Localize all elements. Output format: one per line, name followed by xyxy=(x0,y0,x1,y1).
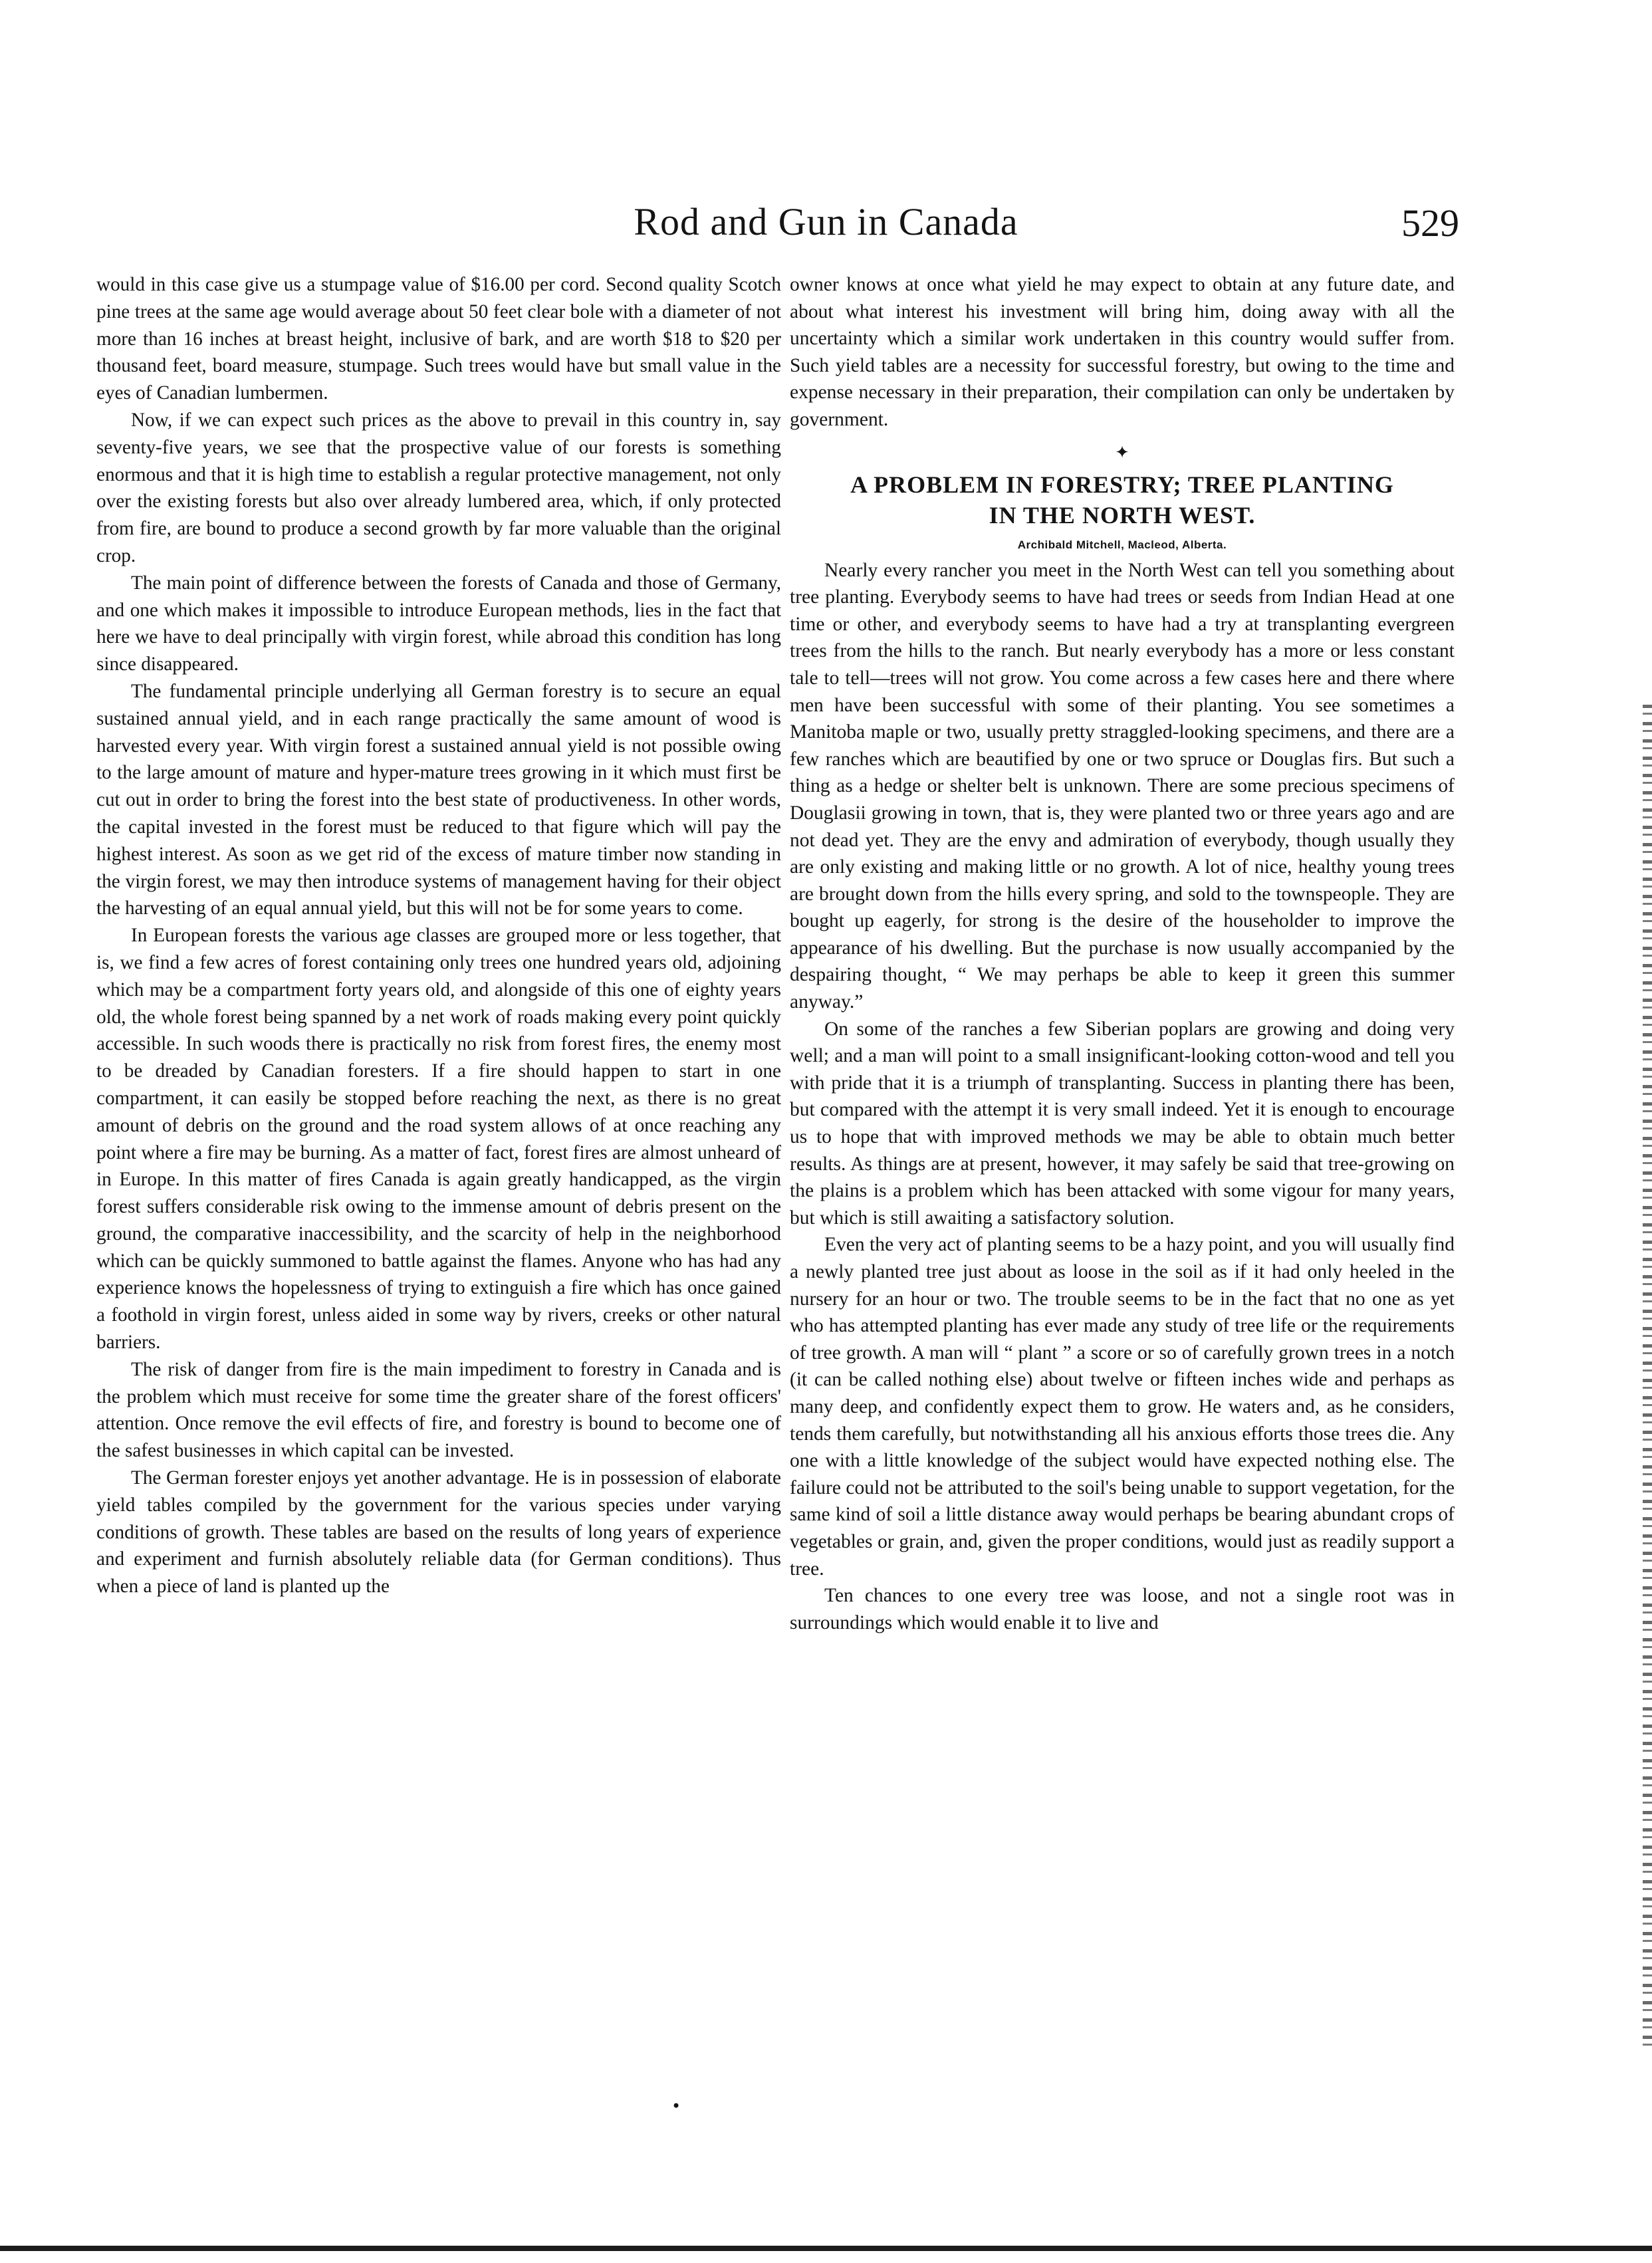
article-title-line: A PROBLEM IN FORESTRY; TREE PLANTING xyxy=(850,471,1394,498)
paragraph: On some of the ranches a few Siberian poplars are growing and doing very well; and a man will point to a small insignificant-looking cotton-wood and tell you with pride that it is a triumph of transplanting. Success in planting there has been, but compared with the attempt it is very small indeed. Yet it is enough to encourage us to hope that with improved methods we may be able to obtain much better results. As things are at present, however, it may safely be said that tree-growing on the plains is a problem which has been attacked with some vigour for many years, but which is still awaiting a satisfactory solution. xyxy=(790,1018,1455,1229)
paragraph-continuation: owner knows at once what yield he may expect to obtain at any future date, and about what interest his investment will bring him, doing away with all the uncertainty which a similar work undertaken in this country would suffer from. Such yield tables are a necessity for successful forestry, but owing to the time and expense necessary in their preparation, their compilation can only be undertaken by government. xyxy=(790,274,1455,430)
paragraph: Ten chances to one every tree was loose, and not a single root was in surroundings which would enable it to live and xyxy=(790,1585,1455,1633)
article-byline: Archibald Mitchell, Macleod, Alberta. xyxy=(1017,538,1227,551)
article-title-line: IN THE NORTH WEST. xyxy=(989,501,1256,529)
paragraph: Even the very act of planting seems to be a hazy point, and you will usually find a newly planted tree just about as loose in the soil as if it had only heeled in the nursery for an hour or two. The trouble seems to be in the fact that no one as yet who has attempted planting has ever made any study of tree life or the requirements of tree growth. A man will “ plant ” a score or so of carefully grown trees in a notch (it can be called nothing else) about twelve or fifteen inches wide and perhaps as many deep, and confidently expect them to grow. He waters and, as he considers, tends them carefully, but notwithstanding all his anxious efforts those trees die. Any one with a little knowledge of the subject would have expected nothing else. The failure could not be attributed to the soil's being unable to support vegetation, for the same kind of soil a little distance away would perhaps be bearing abundant crops of vegetables or grain, and, given the proper conditions, would just as readily support a tree. xyxy=(790,1234,1455,1580)
scan-edge-artifact xyxy=(1643,705,1652,2048)
section-ornament-icon: ✦ xyxy=(1115,442,1129,463)
paragraph: The German forester enjoys yet another advantage. He is in possession of elaborate yield tables compiled by the government for the various species under varying conditions of growth. These tables are based on the results of long years of experience and experiment and furnish absolutely reliable data (for German conditions). Thus when a piece of land is planted up the xyxy=(96,1467,781,1598)
paragraph: The fundamental principle underlying all German forestry is to secure an equal sustained annual yield, and in each range practically the same amount of wood is harvested every year. With virgin forest a sustained annual yield is not possible owing to the large amount of mature and hyper-mature trees growing in it which must first be cut out in order to bring the forest into the best state of productiveness. In other words, the capital invested in the forest must be reduced to that figure which will pay the highest interest. As soon as we get rid of the excess of mature timber now standing in the virgin forest, we may then introduce systems of management having for their object the harvesting of an equal annual yield, but this will not be for some years to come. xyxy=(96,680,781,919)
left-column xyxy=(96,271,781,1600)
paragraph: The risk of danger from fire is the main impediment to forestry in Canada and is the problem which must receive for some time the greater share of the forest officers' attention. Once remove the evil effects of fire, and forestry is bound to become one of the safest businesses in which capital can be invested. xyxy=(96,1358,781,1462)
paragraph: Now, if we can expect such prices as the above to prevail in this country in, say seventy-five years, we see that the prospective value of our forests is something enormous and that it is high time to establish a regular protective management, not only over the existing forests but also over already lumbered area, which, if only protected from fire, are bound to produce a second growth by far more valuable than the original crop. xyxy=(96,409,781,566)
paragraph: The main point of difference between the forests of Canada and those of Germany, and one which makes it impossible to introduce European methods, lies in the fact that here we have to deal principally with virgin forest, while abroad this condition has long since disappeared. xyxy=(96,572,781,675)
paragraph: Nearly every rancher you meet in the North West can tell you something about tree planting. Everybody seems to have had trees or seeds from Indian Head at one time or other, and everybody seems to have had a try at transplanting evergreen trees from the hills to the ranch. But nearly everybody has a more or less constant tale to tell—trees will not grow. You come across a few cases here and there where men have been successful with some of their planting. You see sometimes a Manitoba maple or two, usually pretty straggled-looking specimens, and there are a few ranches which are beautified by one or two spruce or Douglas firs. But such a thing as a hedge or shelter belt is unknown. There are some precious specimens of Douglasii growing in town, that is, they were planted two or three years ago and are not dead yet. They are the envy and admiration of everybody, though usually they are only existing and making little or no growth. A lot of nice, healthy young trees are brought down from the hills every spring, and sold to the townspeople. They are bought up eagerly, for strong is the desire of the householder to improve the appearance of his dwelling. But the purchase is now usually accompanied by the despairing thought, “ We may perhaps be able to keep it green this summer anyway.” xyxy=(790,559,1455,1013)
paragraph: would in this case give us a stumpage value of $16.00 per cord. Second quality Scotch pine trees at the same age would average about 50 feet clear bole with a diameter of not more than 16 inches at breast height, inclusive of bark, and are worth $18 to $20 per thousand feet, board measure, stumpage. Such trees would have but small value in the eyes of Canadian lumbermen. xyxy=(96,274,781,404)
page-header xyxy=(0,199,1652,253)
article-title xyxy=(790,469,1455,531)
footer-dot: • xyxy=(671,2097,681,2115)
page-number: 529 xyxy=(1401,201,1459,245)
running-title: Rod and Gun in Canada xyxy=(634,200,1018,243)
paragraph: In European forests the various age classes are grouped more or less together, that is, we find a few acres of forest containing only trees one hundred years old, adjoining which may be a compartment forty years old, and alongside of this one of eighty years old, the whole forest being spanned by a net work of roads making every point quickly accessible. In such woods there is practically no risk from forest fires, the enemy most to be dreaded by Canadian foresters. If a fire should happen to start in one compartment, it can easily be stopped before reaching the next, as there is no great amount of debris on the ground and the road system allows of at once reaching any point where a fire may be burning. As a matter of fact, forest fires are almost unheard of in Europe. In this matter of fires Canada is again greatly handicapped, as the virgin forest suffers considerable risk owing to the immense amount of debris present on the ground, the comparative inaccessibility, and the scarcity of help in the neighborhood which can be quickly summoned to battle against the flames. Anyone who has had any experience knows the hopelessness of trying to extinguish a fire which has once gained a foothold in virgin forest, unless aided in some way by rivers, creeks or other natural barriers. xyxy=(96,925,781,1354)
right-column xyxy=(790,271,1455,1636)
scan-bottom-rule xyxy=(0,2246,1652,2251)
